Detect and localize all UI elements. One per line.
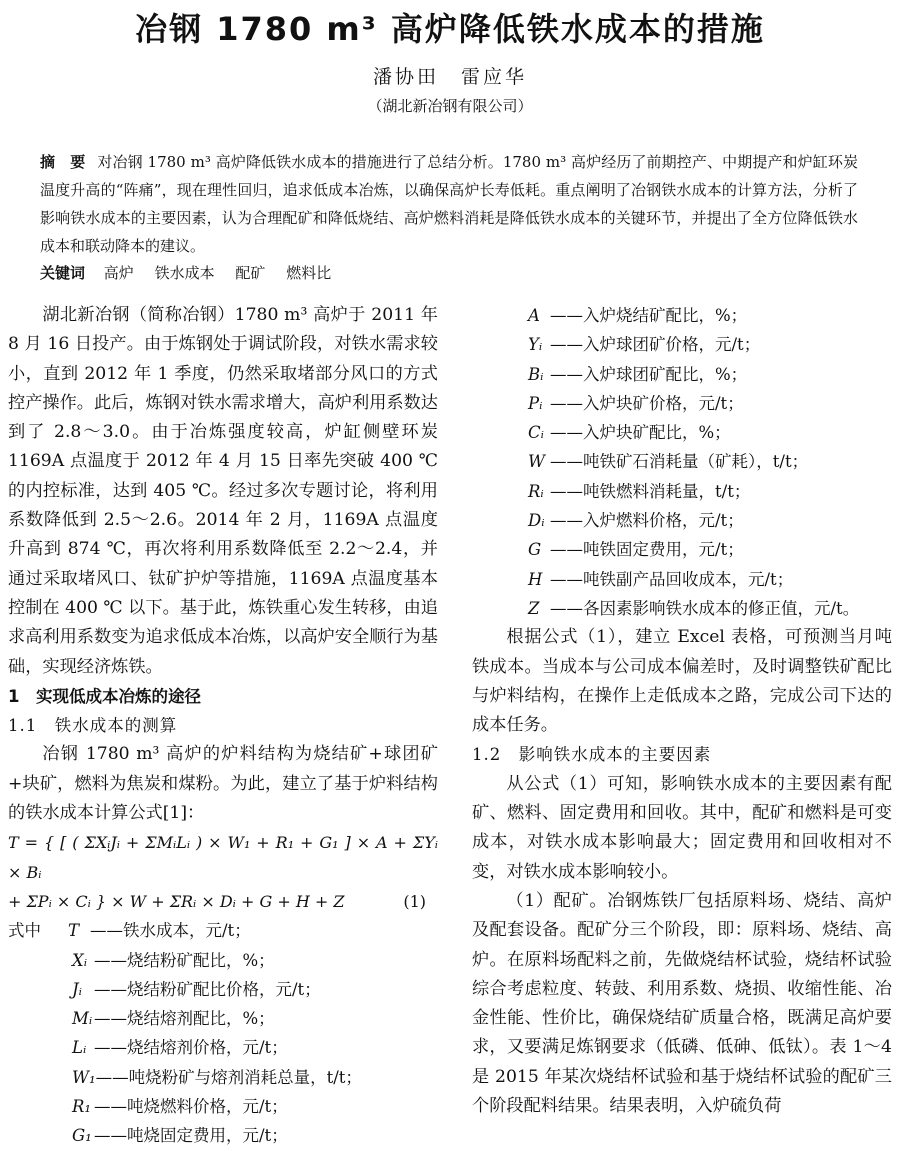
definition-row	[472, 418, 892, 447]
definition: ——入炉块矿价格，元/t；	[550, 393, 744, 413]
formula-line	[8, 887, 438, 916]
authors: 潘协田 雷应华	[372, 66, 527, 88]
paragraph: 冶钢 1780 m³ 高炉的炉料结构为烧结矿+球团矿+块矿，燃料为焦炭和煤粉。为此，建立了基于炉料结构的铁水成本计算公式[1]：	[8, 744, 438, 824]
symbol: Mᵢ	[72, 1009, 93, 1029]
symbol: A	[528, 306, 540, 325]
definition-row	[472, 447, 892, 476]
keywords-label: 关键词	[40, 264, 86, 282]
keywords	[40, 262, 858, 283]
symbol: Yᵢ	[528, 335, 543, 355]
definition-row	[8, 1063, 438, 1092]
definition: ——入炉球团矿配比，%；	[550, 364, 748, 384]
definition-row	[8, 1033, 438, 1062]
intro-paragraph: 湖北新冶钢（简称冶钢）1780 m³ 高炉于 2011 年 8 月 16 日投产。由于炼钢处于调试阶段，对铁水需求较小，直到 2012 年 1 季度，仍然采取堵部分风口的方式控产操作。此后，炼钢对铁水需求增大，高炉利用系数达到了 2.8～3.0。由于冶炼强度较高，炉缸侧壁环炭 1169A 点温度于 2012 年 4 月 15 日率先突破 400 ℃ 的内控标准，达到 405 ℃。经过多次专题讨论，将利用系数降低到 2.5～2.6。2014 年 2 月，1169A 点温度升高到 874 ℃，再次将利用系数降低至 2.2～2.4，并通过采取堵风口、钛矿护炉等措施，1169A 点温度基本控制在 400 ℃ 以下。基于此，炼铁重心发生转移，由追求高利用系数变为追求低成本冶炼，以高炉安全顺行为基础，实现经济炼铁。	[8, 305, 438, 677]
definition-row	[8, 946, 438, 975]
symbol: T	[68, 921, 80, 941]
definition: ——入炉块矿配比，%；	[550, 423, 731, 443]
symbol: R₁	[72, 1097, 92, 1117]
definition: ——吨铁燃料消耗量，t/t；	[550, 481, 751, 501]
paragraph: 根据公式（1），建立 Excel 表格，可预测当月吨铁成本。当成本与公司成本偏差时，及时调整铁矿配比与炉料结构，在操作上走低成本之路，完成公司下达的成本任务。	[472, 627, 892, 736]
definition-row	[8, 1121, 438, 1150]
definition-row	[8, 916, 438, 945]
right-column	[472, 301, 892, 1121]
definition: ——吨烧固定费用，元/t；	[94, 1126, 288, 1146]
keyword: 配矿	[235, 264, 266, 282]
definition: ——烧结粉矿配比，%；	[94, 950, 275, 970]
keyword: 高炉	[103, 264, 134, 282]
definition: ——铁水成本，元/t；	[90, 921, 251, 941]
definition: ——吨铁副产品回收成本，元/t；	[550, 569, 794, 589]
symbol: Lᵢ	[72, 1038, 87, 1058]
definition-row	[472, 360, 892, 389]
symbol: Xᵢ	[72, 950, 88, 970]
abstract	[40, 148, 858, 260]
definition: ——吨铁固定费用，元/t；	[550, 540, 744, 560]
symbol: Z	[528, 598, 540, 618]
abstract-text: 对冶钢 1780 m³ 高炉降低铁水成本的措施进行了总结分析。1780 m³ 高炉经历了前期控产、中期提产和炉缸环炭温度升高的“阵痛”，现在理性回归，追求低成本冶炼，以确保高炉长寿低耗。重点阐明了冶钢铁水成本的计算方法，分析了影响铁水成本的主要因素，认为合理配矿和降低烧结、高炉燃料消耗是降低铁水成本的关键环节，并提出了全方位降低铁水成本和联动降本的建议。	[40, 153, 858, 255]
symbol: Dᵢ	[528, 511, 545, 531]
definition-row	[472, 330, 892, 359]
definition-row	[8, 1004, 438, 1033]
subsection-heading: 1.1 铁水成本的测算	[8, 716, 178, 736]
abstract-label: 摘 要	[40, 153, 86, 171]
keyword: 铁水成本	[154, 264, 215, 282]
definition: ——入炉球团矿价格，元/t；	[550, 335, 761, 355]
paragraph: （1）配矿。冶钢炼铁厂包括原料场、烧结、高炉及配套设备。配矿分三个阶段，即：原料场、烧结、高炉。在原料场配料之前，先做烧结杯试验，烧结杯试验综合考虑粒度、转鼓、利用系数、烧损、收缩性能、冶金性能、性价比，确保烧结矿质量合格，既满足高炉要求，又要满足炼钢要求（低磷、低砷、低钛）。表 1～4 是 2015 年某次烧结杯试验和基于烧结杯试验的配矿三个阶段配料结果。结果表明，入炉硫负荷	[472, 890, 892, 1117]
definition: ——烧结粉矿配比价格，元/t；	[94, 979, 321, 999]
definition-row	[8, 1092, 438, 1121]
definition: ——吨烧燃料价格，元/t；	[94, 1097, 288, 1117]
symbol: Bᵢ	[528, 364, 544, 384]
symbol: Jᵢ	[72, 979, 82, 999]
symbol: Cᵢ	[528, 423, 544, 443]
formula-text: + ΣPᵢ × Cᵢ } × W + ΣRᵢ × Dᵢ + G + H + Z	[8, 891, 345, 911]
keyword: 燃料比	[286, 264, 332, 282]
defs-prefix: 式中	[8, 921, 41, 941]
left-column	[8, 301, 438, 1151]
symbol: W₁	[72, 1067, 96, 1087]
formula-line: T = { [ ( ΣXᵢJᵢ + ΣMᵢLᵢ ) × W₁ + R₁ + G₁ ] × A + ΣYᵢ × Bᵢ	[8, 833, 438, 882]
equation-number: (1)	[403, 891, 426, 911]
affiliation: （湖北新冶钢有限公司）	[367, 97, 533, 115]
definition: ——入炉燃料价格，元/t；	[550, 511, 744, 531]
definition-row	[472, 389, 892, 418]
definition-row	[8, 975, 438, 1004]
definition-row	[472, 477, 892, 506]
definition-row	[472, 506, 892, 535]
definition-row	[472, 565, 892, 594]
symbol: H	[528, 569, 543, 589]
symbol: G	[528, 540, 542, 560]
definition: ——烧结熔剂配比，%；	[94, 1009, 275, 1029]
symbol: G₁	[72, 1126, 92, 1146]
paragraph: 从公式（1）可知，影响铁水成本的主要因素有配矿、燃料、固定费用和回收。其中，配矿和燃料是可变成本，对铁水成本影响最大；固定费用和回收相对不变，对铁水成本影响较小。	[472, 773, 892, 882]
definition-row	[472, 594, 892, 623]
symbol: Pᵢ	[528, 393, 543, 413]
definition: ——烧结熔剂价格，元/t；	[94, 1038, 288, 1058]
definition: ——入炉烧结矿配比，%；	[550, 306, 748, 325]
symbol: Rᵢ	[528, 481, 544, 501]
definition: ——吨烧粉矿与熔剂消耗总量，t/t；	[95, 1067, 362, 1087]
definition: ——各因素影响铁水成本的修正值，元/t。	[550, 598, 860, 618]
definition-row	[472, 301, 892, 330]
section-heading: 1 实现低成本冶炼的途径	[8, 686, 201, 706]
definition: ——吨铁矿石消耗量（矿耗），t/t；	[550, 452, 809, 472]
definition-row	[472, 535, 892, 564]
paper-title: 冶钢 1780 m³ 高炉降低铁水成本的措施	[135, 10, 765, 48]
symbol: W	[528, 452, 545, 472]
subsection-heading: 1.2 影响铁水成本的主要因素	[472, 745, 712, 765]
